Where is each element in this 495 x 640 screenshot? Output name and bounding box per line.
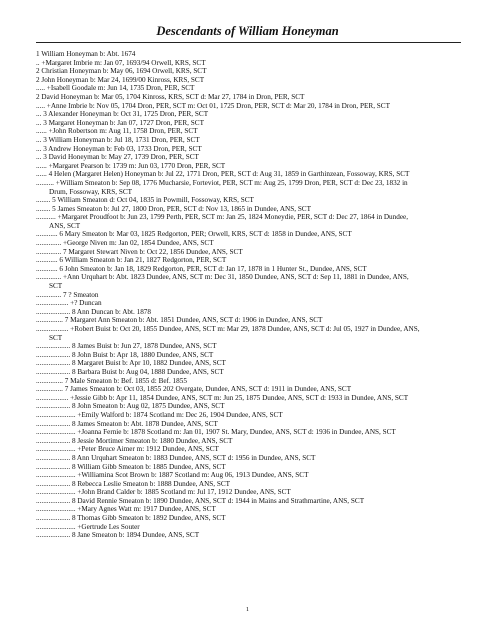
list-item [36,377,461,386]
page-title: Descendants of William Honeyman [156,24,339,38]
entry-text: ................... 8 Margaret Buist b: Apr 10, 1882 Dundee, ANS, SCT [36,359,226,368]
list-item [36,523,461,532]
entry-text: ................... 8 John Smeaton b: Aug 02, 1875 Dundee, ANS, SCT [36,402,225,411]
entry-text: .................. +Robert Buist b: Oct 20, 1855 Dundee, ANS, SCT m: Mar 29, 1878 Dundee, ANS, SCT d: Jul 05, 1927 in Dundee, ANS, [36,325,420,333]
entry-text: ................... 8 John Buist b: Apr 18, 1880 Dundee, ANS, SCT [36,350,214,359]
list-item [36,119,461,128]
list-item [36,497,461,506]
list-item [36,308,461,317]
list-item [36,93,461,102]
entry-text: ................... 8 Jane Smeaton b: 1894 Dundee, ANS, SCT [36,531,200,540]
list-item [36,385,461,394]
entry-text: ................... 8 Barbara Buist b: Aug 04, 1888 Dundee, ANS, SCT [36,367,224,376]
list-item [36,170,461,179]
list-item [36,162,461,171]
list-item [36,505,461,514]
list-item [36,50,461,59]
entry-text: ........... +Margaret Proudfoot b: Jun 23, 1799 Perth, PER, SCT m: Jan 25, 1824 Moneydie, PER, SCT d: Dec 27, 1864 in Dundee, [36,213,409,222]
list-item [36,463,461,472]
list-item [36,145,461,154]
entry-text: ........ 5 James Smeaton b: Jul 27, 1800 Dron, PER, SCT d: Nov 13, 1865 in Dundee, ANS, SCT [36,204,311,213]
list-item [36,265,461,274]
list-item [36,531,461,540]
title-divider [36,42,461,43]
entry-continuation: ANS, SCT [49,221,81,230]
entry-text: .............. +George Niven m: Jan 02, 1854 Dundee, ANS, SCT [36,239,214,248]
list-item [36,411,461,420]
entry-text: ............ 6 William Smeaton b: Jan 21, 1827 Redgorton, PER, SCT [36,256,227,265]
list-item [36,110,461,119]
entry-text: ................... 8 James Buist b: Jun 27, 1878 Dundee, ANS, SCT [36,342,217,351]
list-item [36,325,461,342]
entry-text: ...... +Margaret Pearson b: 1739 m: Jun 03, 1770 Dron, PER, SCT [36,161,226,170]
list-item [36,213,461,230]
list-item [36,480,461,489]
entry-text: 2 Christian Honeyman b: May 06, 1694 Orwell, KRS, SCT [36,67,207,76]
list-item [36,256,461,265]
list-item [36,368,461,377]
entry-text: .................. +Jessie Gibb b: Apr 11, 1854 Dundee, ANS, SCT m: Jun 25, 1875 Dundee, ANS, SCT d: 1933 in Dundee, ANS, SCT [36,393,409,402]
entry-text: ................... 8 Ann Duncan b: Abt. 1878 [36,307,151,316]
entry-text: ................... 8 William Gibb Smeaton b: 1885 Dundee, ANS, SCT [36,462,226,471]
list-item [36,454,461,463]
entry-text: ...... 4 Helen (Margaret Helen) Honeyman b: Jul 22, 1771 Dron, PER, SCT d: Aug 31, 1859 in Garthinzean, Fossoway, KRS, SCT [36,170,410,179]
entry-text: ..... +Anne Imbrie b: Nov 05, 1704 Dron, PER, SCT m: Oct 01, 1725 Dron, PER, SCT d: Mar 20, 1784 in Dron, PER, SCT [36,101,390,110]
list-item [36,394,461,403]
entry-text: ... 3 Andrew Honeyman b: Feb 03, 1733 Dron, PER, SCT [36,144,202,153]
list-item [36,488,461,497]
entry-text: 2 David Honeyman b: Mar 05, 1704 Kinross, KRS, SCT d: Mar 27, 1784 in Dron, PER, SCT [36,92,305,101]
entry-text: ................... 8 Thomas Gibb Smeaton b: 1892 Dundee, ANS, SCT [36,514,226,523]
entry-continuation: Drum, Fossoway, KRS, SCT [49,187,132,196]
list-item [36,205,461,214]
list-item [36,153,461,162]
entry-text: .............. 7 Margaret Stewart Niven b: Oct 22, 1856 Dundee, ANS, SCT [36,247,243,256]
entry-text: ............ 6 John Smeaton b: Jan 18, 1829 Redgorton, PER, SCT d: Jan 17, 1878 in 1 Hunter St., Dundee, ANS, SCT [36,264,367,273]
descendant-list [36,50,461,540]
entry-text: ............... 7 Male Smeaton b: Bef. 1855 d: Bef. 1855 [36,376,187,385]
list-item [36,471,461,480]
list-item [36,248,461,257]
list-item [36,316,461,325]
entry-text: .................. +? Duncan [36,299,102,308]
entry-text: ...................... +Emily Walford b: 1874 Scotland m: Dec 26, 1904 Dundee, ANS, SCT [36,410,283,419]
entry-text: .............. +Ann Urquhart b: Abt. 1823 Dundee, ANS, SCT m: Dec 31, 1850 Dundee, ANS, SCT d: Sep 11, 1881 in Dundee, ANS, [36,273,409,282]
entry-text: .......... +William Smeaton b: Sep 08, 1776 Mucharsie, Forteviot, PER, SCT m: Aug 25, 1799 Dron, PER, SCT d: Dec 23, 1832 in [36,178,408,187]
entry-continuation: SCT [49,282,63,291]
list-item [36,59,461,68]
entry-text: ... 3 David Honeyman b: May 27, 1739 Dron, PER, SCT [36,153,199,162]
list-item [36,76,461,85]
list-item [36,127,461,136]
entry-text: ................... 8 Ann Urquhart Smeaton b: 1883 Dundee, ANS, SCT d: 1956 in Dundee, ANS, SCT [36,453,316,462]
entry-text: ...................... +Williamina Scot Brown b: 1887 Scotland m: Aug 06, 1913 Dundee, ANS, SCT [36,471,309,480]
entry-text: ...................... +Joanna Fernie b: 1878 Scotland m: Jan 01, 1907 St. Mary, Dundee, ANS, SCT d: 1936 in Dundee, ANS, SCT [36,428,396,437]
entry-text: ... 3 Alexander Honeyman b: Oct 31, 1725 Dron, PER, SCT [36,110,209,119]
list-item [36,291,461,300]
entry-text: 1 William Honeyman b: Abt. 1674 [36,50,136,58]
list-item [36,351,461,360]
entry-text: .. +Margaret Imbrie m: Jan 07, 1693/94 Orwell, KRS, SCT [36,58,206,67]
entry-text: .............. 7 ? Smeaton [36,290,99,299]
list-item [36,136,461,145]
list-item [36,359,461,368]
entry-text: ................... 8 James Smeaton b: Abt. 1878 Dundee, ANS, SCT [36,419,218,428]
entry-text: ........ 5 William Smeaton d: Oct 04, 1835 in Powmill, Fossoway, KRS, SCT [36,196,254,205]
list-item [36,342,461,351]
entry-text: ...................... +Peter Bruce Aimer m: 1912 Dundee, ANS, SCT [36,445,219,454]
list-item [36,514,461,523]
list-item [36,196,461,205]
list-item [36,239,461,248]
entry-text: ..... +Isabell Goodale m: Jun 14, 1735 Dron, PER, SCT [36,84,195,93]
list-item [36,402,461,411]
entry-text: ...... +John Robertson m: Aug 11, 1758 Dron, PER, SCT [36,127,198,136]
entry-text: ...................... +John Brand Calder b: 1885 Scotland m: Jul 17, 1912 Dundee, ANS, SCT [36,488,291,497]
list-item [36,67,461,76]
list-item [36,273,461,290]
entry-text: ............... 7 James Smeaton b: Oct 03, 1855 202 Overgate, Dundee, ANS, SCT d: 1911 in Dundee, ANS, SCT [36,385,352,394]
entry-text: ... 3 William Honeyman b: Jul 18, 1731 Dron, PER, SCT [36,135,200,144]
entry-text: ............... 7 Margaret Ann Smeaton b: Abt. 1851 Dundee, ANS, SCT d: 1906 in Dundee, ANS, SCT [36,316,323,325]
entry-text: ...................... +Mary Agnes Watt m: 1917 Dundee, ANS, SCT [36,505,216,514]
list-item [36,84,461,93]
page-number: 1 [245,606,250,613]
entry-text: ................... 8 Jessie Mortimer Smeaton b: 1880 Dundee, ANS, SCT [36,436,233,445]
entry-text: 2 John Honeyman b: Mar 24, 1699/00 Kinross, KRS, SCT [36,75,205,84]
list-item [36,428,461,437]
entry-continuation: SCT [49,333,63,342]
list-item [36,420,461,429]
entry-text: ...................... +Gertrude Les Souter [36,522,140,531]
list-item [36,299,461,308]
list-item [36,437,461,446]
list-item [36,179,461,196]
list-item [36,445,461,454]
list-item [36,102,461,111]
entry-text: ... 3 Margaret Honeyman b: Jan 07, 1727 Dron, PER, SCT [36,118,204,127]
entry-text: ................... 8 David Rennie Smeaton b: 1890 Dundee, ANS, SCT d: 1944 in Mains and Strathmartine, ANS, SCT [36,496,365,505]
list-item [36,230,461,239]
entry-text: ............ 6 Mary Smeaton b: Mar 03, 1825 Redgorton, PER; Orwell, KRS, SCT d: 1858 in Dundee, ANS, SCT [36,230,352,239]
entry-text: ................... 8 Rebecca Leslie Smeaton b: 1888 Dundee, ANS, SCT [36,479,231,488]
